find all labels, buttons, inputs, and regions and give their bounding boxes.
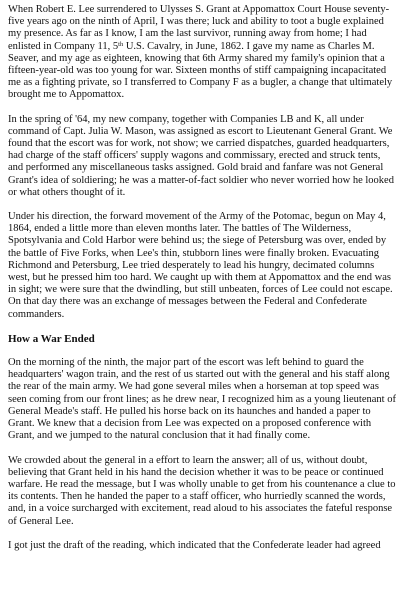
paragraph-gap (8, 321, 396, 333)
paragraph-2: In the spring of '64, my new company, together with Companies LB and K, all under command of Capt. Julia W. Mason, was assigned as escort to Lieutenant General Grant. We found that the escort was for work, not show; we carried dispatches, guarded headquarters, had charge of the staff officers' supply wagons and commissary, erected and struck tents, and performed any miscellaneous tasks assigned. Gold braid and fanfare was not General Grant's idea of soldiering; he was a matter-of-fact soldier who never worried how he looked or what others thought of it. (8, 113, 394, 198)
paragraph-3: Under his direction, the forward movement of the Army of the Potomac, begun on May 4, 1864, ended a little more than eleven months later. The battles of The Wilderness, Spotsylvania and Cold Harbor were behind us; the siege of Petersburg was over, ended by the battle of Five Forks, when Lee's thin, stubborn lines were finally broken. Evacuating Richmond and Petersburg, Lee tried desperately to lead his hungry, decimated columns west, but he pressed him too hard. We caught up with them at Appomattox and the end was in sight; we were sure that the dwindling, but still unbeaten, forces of Lee could not escape. On that day there was an exchange of messages between the Federal and Confederate commanders. (8, 211, 393, 320)
paragraph-4: On the morning of the ninth, the major part of the escort was left behind to guard the headquarters' wagon train, and the rest of us started out with the general and his staff along the rear of the main army. We had gone several miles when a horseman at top speed was seen coming from our front lines; as he drew near, I recognized him as a young lieutenant of General Meade's staff. He pulled his horse back on its haunches and handed a paper to Grant. We knew that a decision from Lee was expected on a proposed conference with Grant, and we jumped to the natural conclusion that it had finally come. (8, 357, 396, 442)
paragraph-gap (8, 443, 396, 455)
paragraph-gap (8, 528, 396, 540)
paragraph-6: I got just the draft of the reading, which indicated that the Confederate leader had agreed (8, 539, 381, 551)
paragraph-gap (8, 199, 396, 211)
paragraph-1-text-b: U.S. Cavalry, in June, 1862. I gave my name as Charles M. Seaver, and my age as eighteen, knowing that 6th Army shared my family's opinion that a fifteen-year-old was too young for war. Sixteen months of stiff campaigning incapacitated me as a fighting private, so I transferred to Company F as a bugler, a change that ultimately brought me to Appomattox. (8, 40, 393, 101)
paragraph-1 (8, 4, 396, 102)
paragraph-5: We crowded about the general in a effort to learn the answer; all of us, without doubt, believing that Grant held in his hand the decision whether it was to be peace or continued warfare. He read the message, but I was wholly unable to get from his countenance a clue to its contents. Then he handed the paper to a staff officer, who hurriedly scanned the words, and, in a voice surcharged with excitement, read aloud to his associates the fateful response of General Lee. (8, 454, 396, 527)
paragraph-gap (8, 102, 396, 114)
paragraph-gap (8, 345, 396, 357)
section-heading: How a War Ended (8, 332, 95, 345)
ordinal-suffix: th (118, 40, 124, 48)
paragraph-1-text-a: When Robert E. Lee surrendered to Ulysses S. Grant at Appomattox Court House seventy-five years ago on the ninth of April, I was there; luck and ability to toot a bugle explained my presence. As far as I know, I am the last survivor, running away from home; I had enlisted in Company 11, 5 (8, 4, 390, 52)
